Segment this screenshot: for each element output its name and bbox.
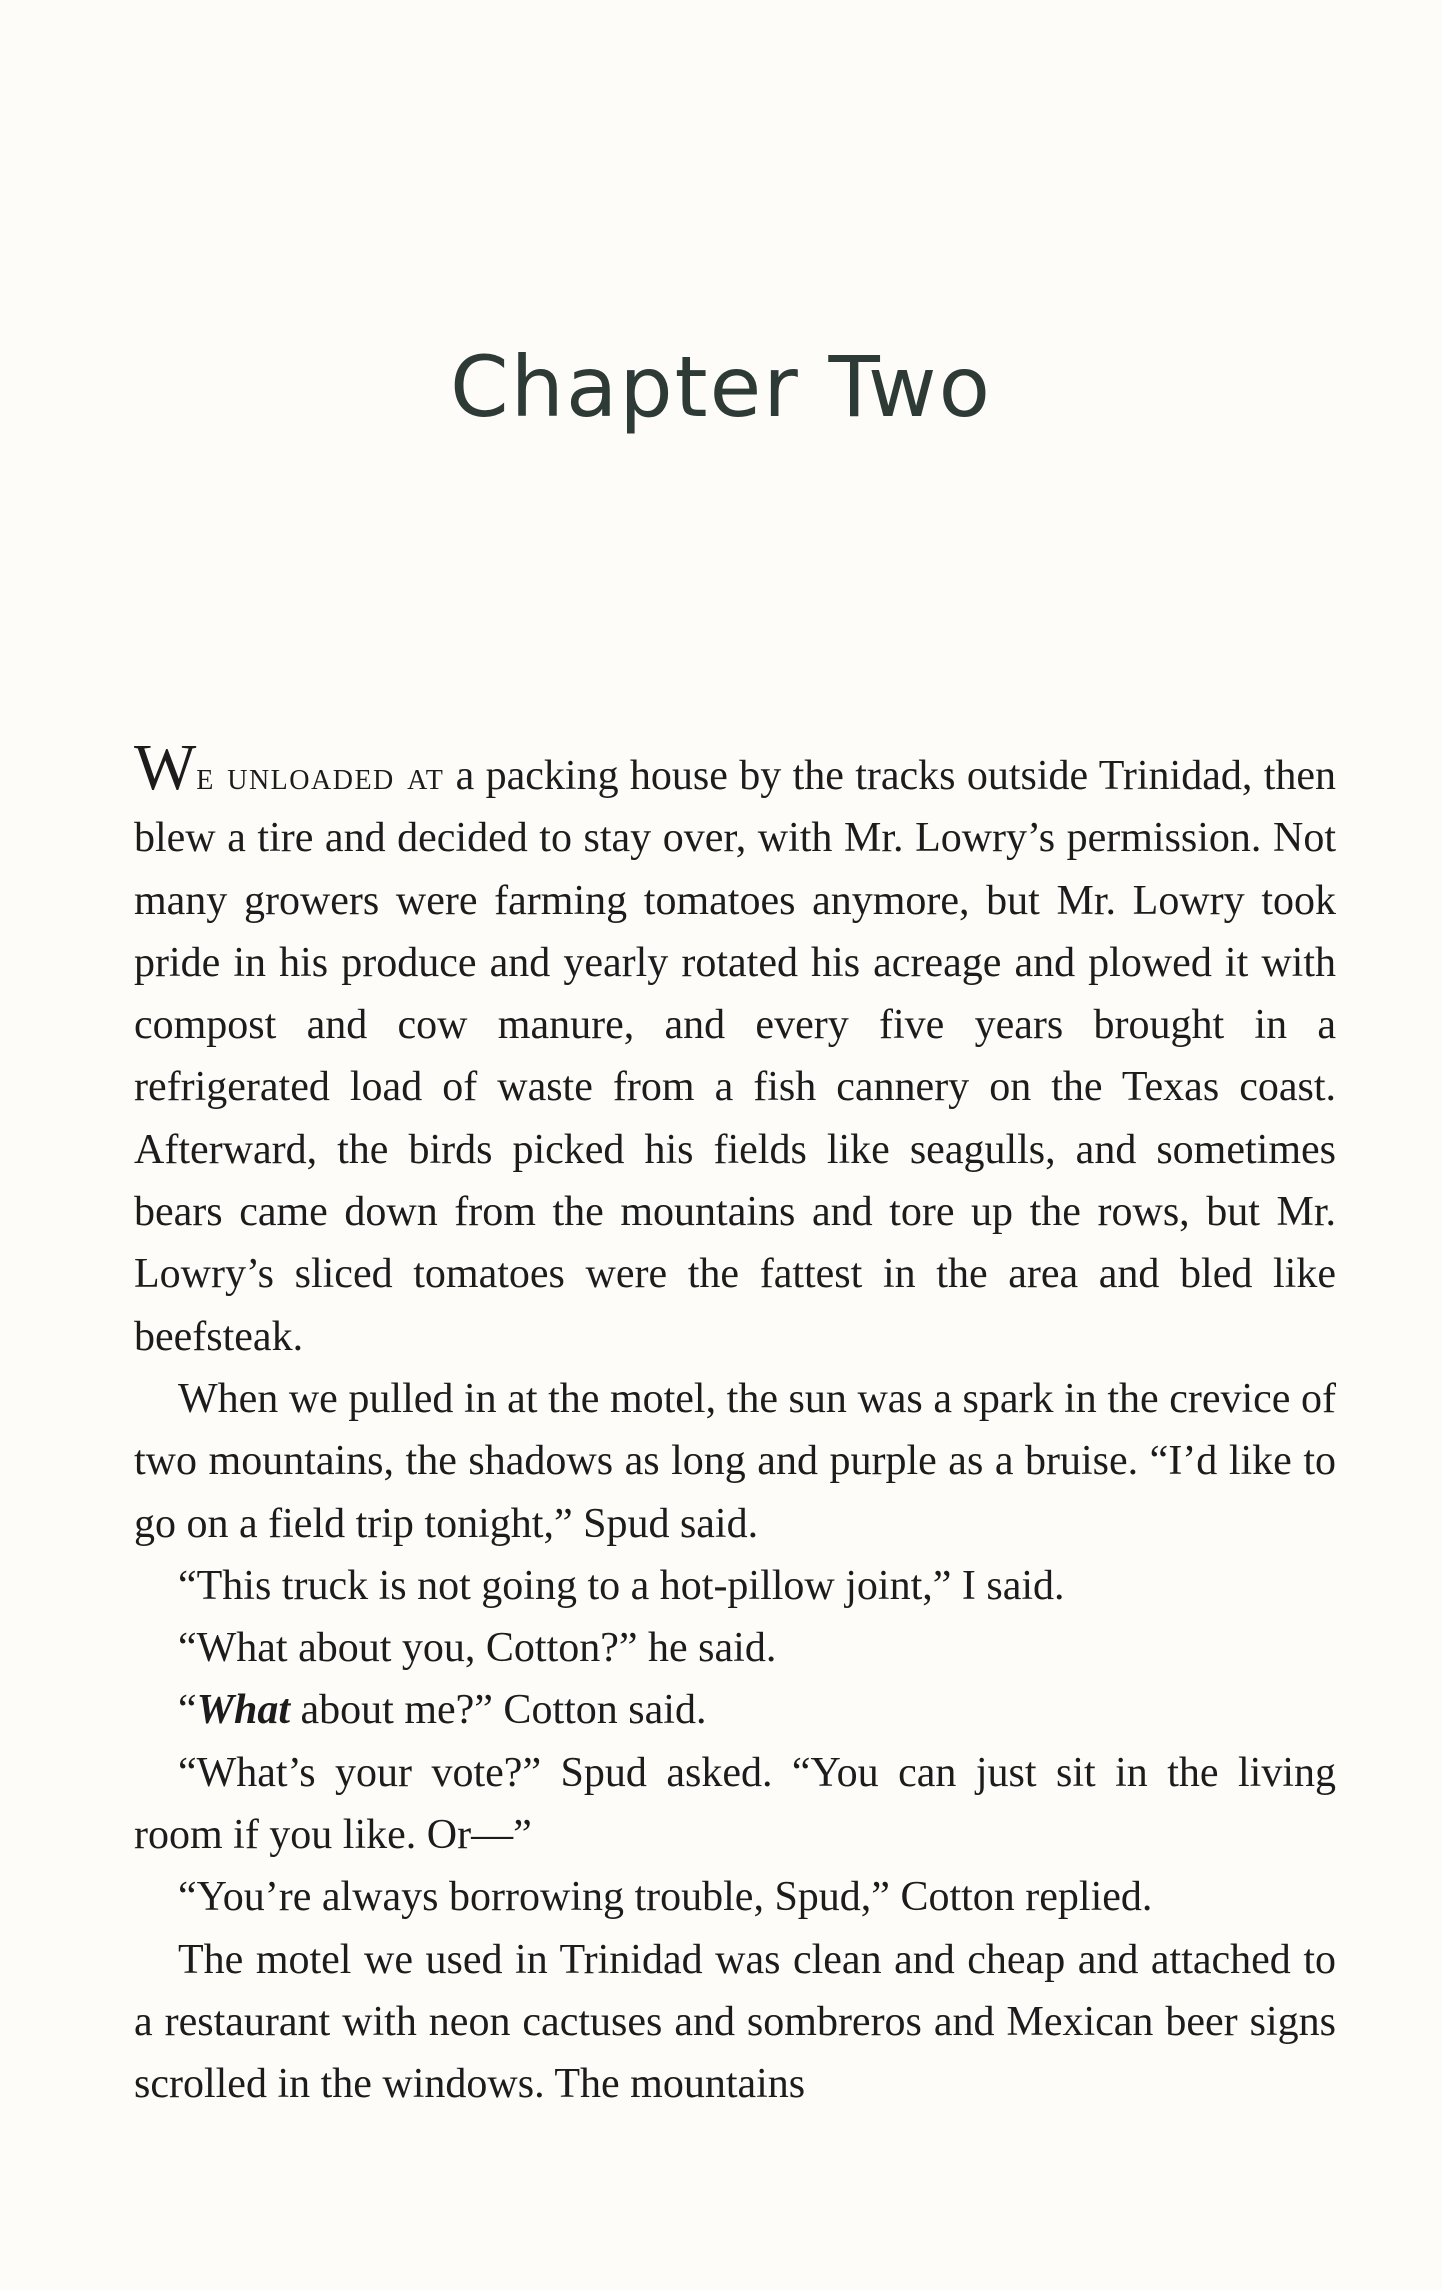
emphasis-word: What — [196, 1687, 291, 1734]
paragraph-5-text: about me?” Cotton said. — [290, 1687, 707, 1734]
drop-cap: W — [134, 731, 197, 804]
paragraph-1-text: a packing house by the tracks outside Trinidad, then blew a tire and decided to stay over, with Mr. Lowry’s permission. Not many growers were farming tomatoes anymore, but Mr. Lowry took pride in his produce and yearly rotated his acreage and plowed it with compost and cow manure, and every five years brought in a refrigerated load of waste from a fish cannery on the Texas coast. Afterward, the birds picked his fields like seagulls, and sometimes bears came down from the mountains and tore up the rows, but Mr. Lowry’s sliced tomatoes were the fattest in the area and bled like beefsteak. — [134, 753, 1337, 1360]
paragraph-2: When we pulled in at the motel, the sun was a spark in the crevice of two mountains, the shadows as long and purple as a bruise. “I’d like to go on a field trip tonight,” Spud said. — [134, 1375, 1336, 1547]
paragraph-6: “What’s your vote?” Spud asked. “You can just sit in the living room if you like. Or—” — [134, 1749, 1336, 1859]
chapter-title: Chapter Two — [449, 338, 993, 436]
paragraph-3: “This truck is not going to a hot-pillow joint,” I said. — [178, 1562, 1065, 1609]
paragraph-1 — [134, 731, 1337, 1368]
open-quote: “ — [178, 1687, 197, 1734]
paragraph-4: “What about you, Cotton?” he said. — [178, 1625, 777, 1672]
body-text — [134, 731, 1337, 2116]
paragraph-5 — [134, 1679, 1336, 1741]
paragraph-8: The motel we used in Trinidad was clean and cheap and attached to a restaurant with neon cactuses and sombreros and Mexican beer signs scrolled in the windows. The mountains — [134, 1936, 1336, 2108]
paragraph-7: “You’re always borrowing trouble, Spud,” Cotton replied. — [178, 1874, 1153, 1921]
small-caps-lead: e unloaded at — [196, 753, 445, 798]
